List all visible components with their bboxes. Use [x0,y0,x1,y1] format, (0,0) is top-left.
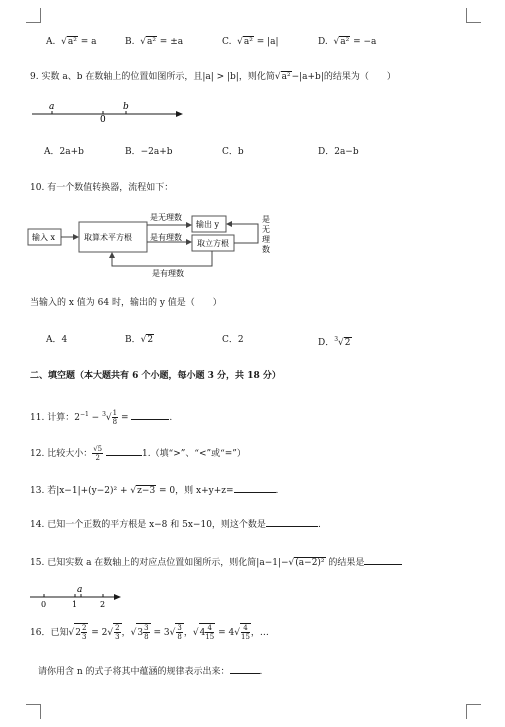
q12-answer-blank[interactable] [106,446,142,456]
q8-option-a: A. √a² = a [46,37,97,47]
flow-right-label-4: 数 [262,245,270,254]
q15-axis-label-a: a [77,585,83,595]
crop-mark-bottom-right [466,704,481,719]
q9-option-b: B．−2a+b [125,147,173,157]
crop-mark-bottom-left [26,704,41,719]
q10-option-a: A．4 [46,335,68,345]
q15-axis-label-two: 2 [100,600,106,609]
q16-stem: 16．已知√2 $\frac{2}{3}$ = 2√ $\frac{2}{3}$ ，√3 $\frac{3}{8}$ = 3√ $\frac{3}{8}$ ，√4 $\frac{4}{15}$ = 4√ $\frac{4}{15}$ ，… [30,624,269,641]
flow-cube-root-text: 取立方根 [197,239,229,248]
flow-label-rational: 是有理数 [150,233,182,242]
q15-answer-blank[interactable] [364,555,402,565]
q9-axis-label-zero: 0 [100,115,106,122]
q10-option-c: C．2 [222,335,244,345]
flow-label-bottom: 是有理数 [152,269,184,278]
q14-stem: 14. 已知一个正数的平方根是 x−8 和 5x−10，则这个数是 . [30,517,321,531]
flow-right-label-3: 理 [262,235,270,244]
q10-question: 当输入的 x 值为 64 时，输出的 y 值是（ ） [30,298,222,308]
q9-number-line [30,100,190,122]
q10-option-d: D．$^3$√2 [318,336,351,348]
q9-option-a: A．2a+b [44,147,84,157]
flow-input-text: 输入 x [32,233,56,242]
q9-axis-label-a: a [49,102,55,112]
flow-label-irrational: 是无理数 [150,213,182,222]
flow-right-label-2: 无 [262,225,270,234]
q8-option-b: B. √a² = ±a [125,37,184,47]
q11-stem: 11. 计算：$2^{-1} - ^3√$ $\frac{1}{8}$ = . [30,409,173,426]
q13-answer-blank[interactable] [234,483,276,493]
q10-stem: 10. 有一个数值转换器，流程如下： [30,183,174,193]
flow-output-text: 输出 y [196,220,220,229]
q10-flowchart [26,208,286,282]
crop-mark-top-right [466,8,481,23]
flow-right-label-1: 是 [262,215,270,224]
q9-option-c: C．b [222,147,244,157]
q14-answer-blank[interactable] [266,517,318,527]
q11-answer-blank[interactable] [131,410,169,420]
q9-option-d: D．2a−b [318,147,359,157]
q9-stem: 9. 实数 a、b 在数轴上的位置如图所示，且|a| > |b|，则化简√a²−|a+b|的结果为（ ） [30,72,396,82]
q10-option-b: B．√2 [125,335,154,345]
q16-prompt: 请你用含 n 的式子将其中蕴涵的规律表示出来： . [38,664,262,678]
q8-option-c: C. √a² = |a| [222,37,279,47]
q13-stem: 13. 若|x−1|+(y−2)² + √z−3 = 0，则 x+y+z= . [30,483,278,497]
q8-option-d: D. √a² = −a [318,37,377,47]
flow-process-text: 取算术平方根 [84,233,132,242]
q15-number-line [28,582,128,610]
q12-stem: 12. 比较大小： $\frac{√5}{2}$ 1.（填“>”、“<”或“=”） [30,445,246,462]
q15-axis-label-zero: 0 [41,600,47,609]
q9-axis-label-b: b [123,102,129,112]
q16-answer-blank[interactable] [230,664,260,674]
q15-axis-label-one: 1 [72,600,78,609]
section-2-title: 二、填空题（本大题共有 6 个小题，每小题 3 分，共 18 分） [30,371,281,381]
q15-stem: 15. 已知实数 a 在数轴上的对应点位置如图所示，则化简|a−1|−√(a−2)² 的结果是 [30,555,402,569]
crop-mark-top-left [26,8,41,23]
